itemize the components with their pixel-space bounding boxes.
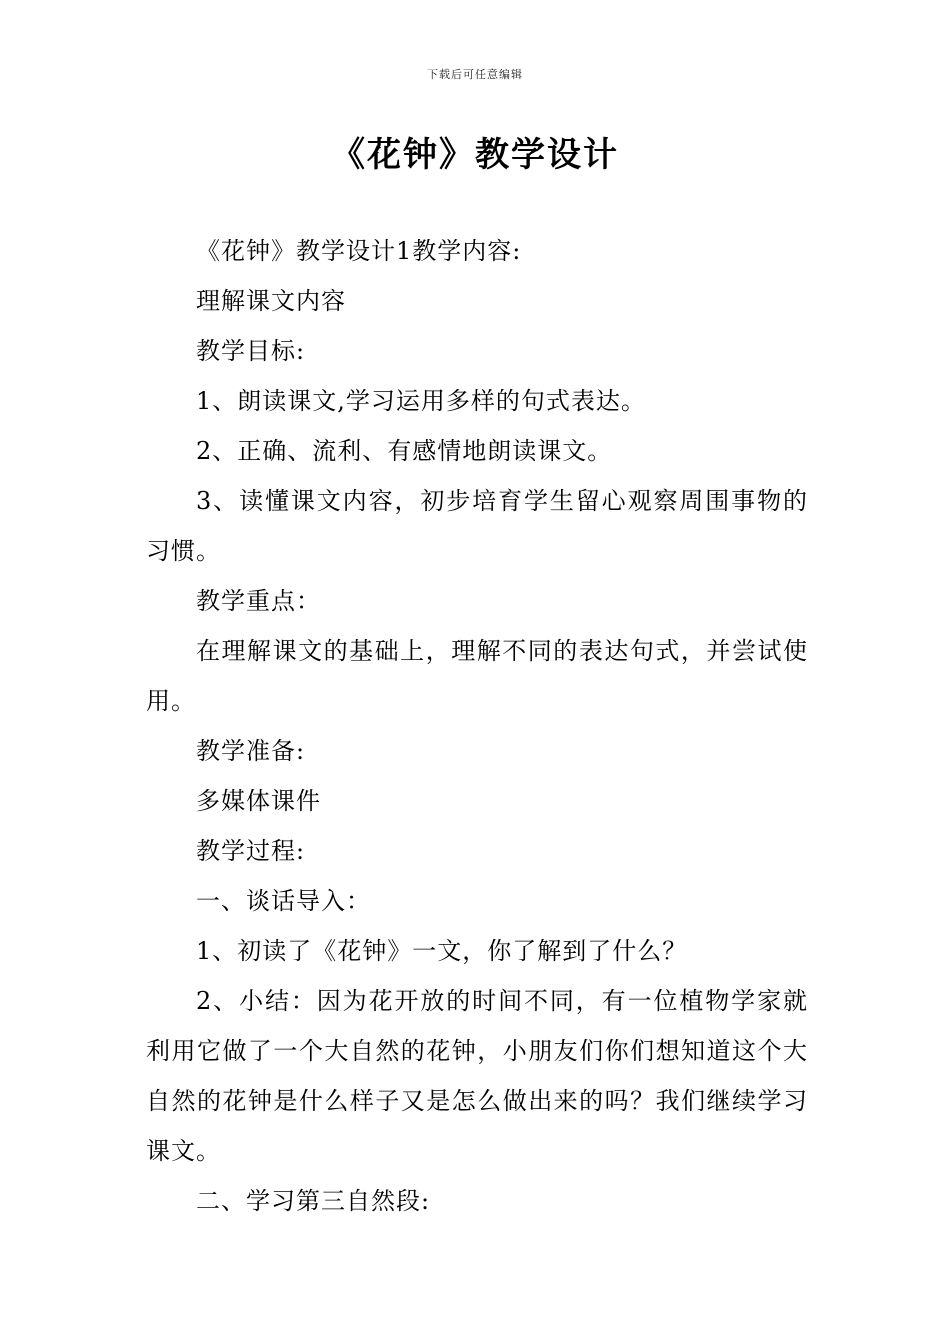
header-note: 下载后可任意编辑 (427, 68, 523, 81)
paragraph: 一、谈话导入： (196, 887, 371, 915)
document-body (146, 226, 808, 1226)
document-title: 《花钟》教学设计 (331, 135, 619, 175)
paragraph: 教学目标: (196, 337, 306, 365)
paragraph: 1、初读了《花钟》一文，你了解到了什么？ (196, 937, 688, 965)
paragraph: 《花钟》教学设计1教学内容: (196, 237, 522, 265)
paragraph: 理解课文内容 (196, 287, 346, 315)
paragraph: 多媒体课件 (196, 787, 321, 815)
paragraph: 在理解课文的基础上，理解不同的表达句式，并尝试使用。 (146, 637, 808, 715)
paragraph: 教学过程: (196, 837, 306, 865)
paragraph: 2、小结：因为花开放的时间不同，有一位植物学家就利用它做了一个大自然的花钟，小朋友们你们想知道这个大自然的花钟是什么样子又是怎么做出来的吗？我们继续学习课文。 (146, 987, 808, 1165)
paragraph: 1、朗读课文,学习运用多样的句式表达。 (196, 387, 646, 415)
paragraph: 3、读懂课文内容，初步培育学生留心观察周围事物的习惯。 (146, 487, 808, 565)
paragraph: 教学准备: (196, 737, 306, 765)
paragraph: 2、正确、流利、有感情地朗读课文。 (196, 437, 613, 465)
paragraph: 二、学习第三自然段: (196, 1187, 431, 1215)
paragraph: 教学重点： (196, 587, 321, 615)
